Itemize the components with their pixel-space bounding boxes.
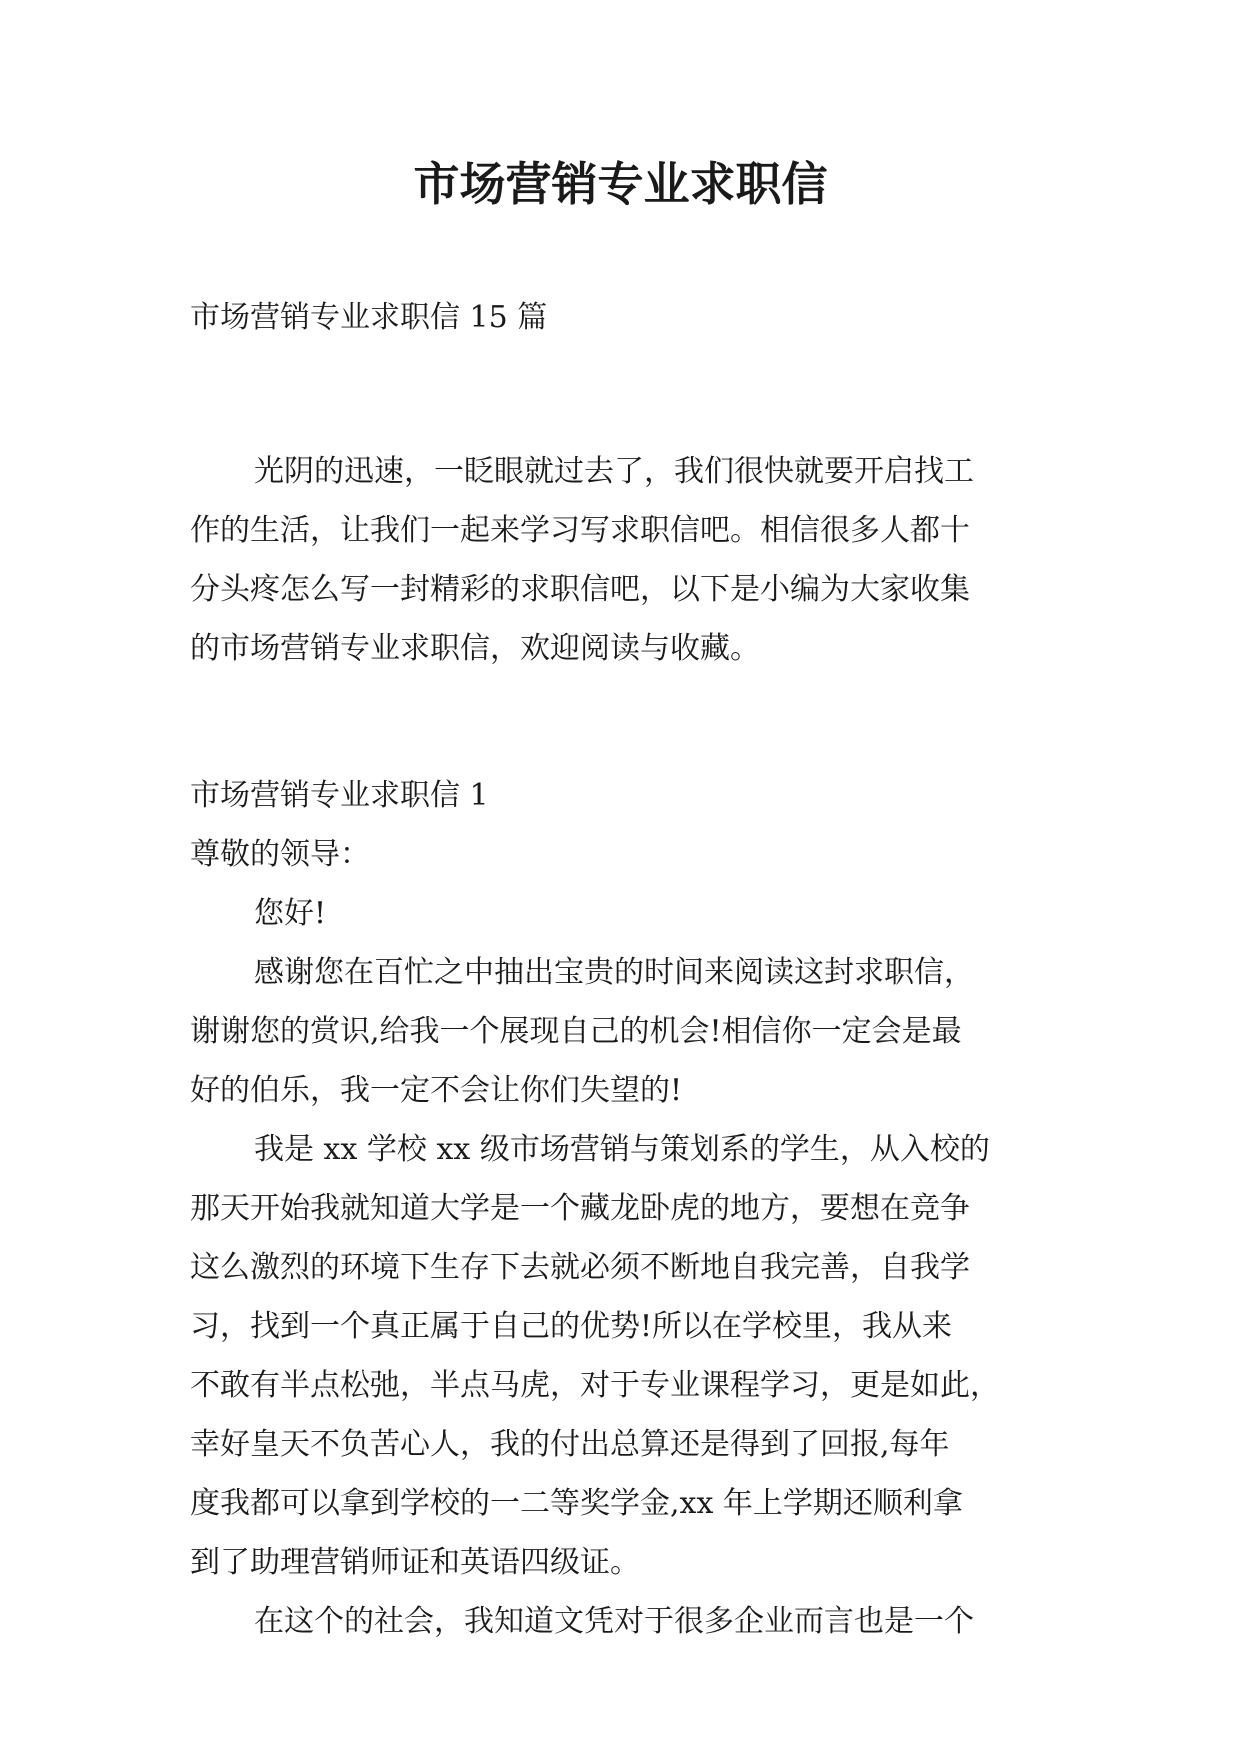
- section-heading: 市场营销专业求职信 1: [190, 778, 489, 813]
- paragraph-2: [190, 1120, 1060, 1592]
- paragraph-line: 习，找到一个真正属于自己的优势!所以在学校里，我从来: [190, 1309, 953, 1344]
- paragraph-line: 到了助理营销师证和英语四级证。: [190, 1545, 640, 1580]
- intro-line: 作的生活，让我们一起来学习写求职信吧。相信很多人都十: [190, 513, 970, 548]
- paragraph-line: 度我都可以拿到学校的一二等奖学金,xx 年上学期还顺利拿: [190, 1486, 963, 1521]
- paragraph-line: 我是 xx 学校 xx 级市场营销与策划系的学生，从入校的: [254, 1132, 990, 1167]
- paragraph-line: 那天开始我就知道大学是一个藏龙卧虎的地方，要想在竞争: [190, 1191, 970, 1226]
- paragraph-3: [190, 1592, 1060, 1651]
- intro-paragraph: [190, 442, 1060, 678]
- intro-line: 的市场营销专业求职信，欢迎阅读与收藏。: [190, 631, 760, 666]
- document-subtitle: 市场营销专业求职信 15 篇: [190, 300, 548, 335]
- paragraph-line: 谢谢您的赏识,给我一个展现自己的机会!相信你一定会是最: [190, 1014, 962, 1049]
- salutation: 尊敬的领导：: [190, 837, 370, 872]
- greeting: 您好!: [254, 896, 327, 931]
- document-body: [190, 288, 1060, 1651]
- paragraph-line: 不敢有半点松弛，半点马虎，对于专业课程学习，更是如此，: [190, 1368, 1000, 1403]
- intro-line: 分头疼怎么写一封精彩的求职信吧，以下是小编为大家收集: [190, 572, 970, 607]
- paragraph-line: 在这个的社会，我知道文凭对于很多企业而言也是一个: [254, 1604, 974, 1639]
- paragraph-line: 幸好皇天不负苦心人，我的付出总算还是得到了回报,每年: [190, 1427, 950, 1462]
- paragraph-line: 感谢您在百忙之中抽出宝贵的时间来阅读这封求职信，: [254, 955, 974, 990]
- intro-line: 光阴的迅速，一眨眼就过去了，我们很快就要开启找工: [254, 454, 974, 489]
- paragraph-line: 这么激烈的环境下生存下去就必须不断地自我完善，自我学: [190, 1250, 970, 1285]
- paragraph-line: 好的伯乐，我一定不会让你们失望的!: [190, 1073, 683, 1108]
- paragraph-1: [190, 943, 1060, 1120]
- spacer: [190, 678, 1060, 766]
- spacer: [190, 347, 1060, 442]
- document-title: 市场营销专业求职信: [413, 157, 828, 211]
